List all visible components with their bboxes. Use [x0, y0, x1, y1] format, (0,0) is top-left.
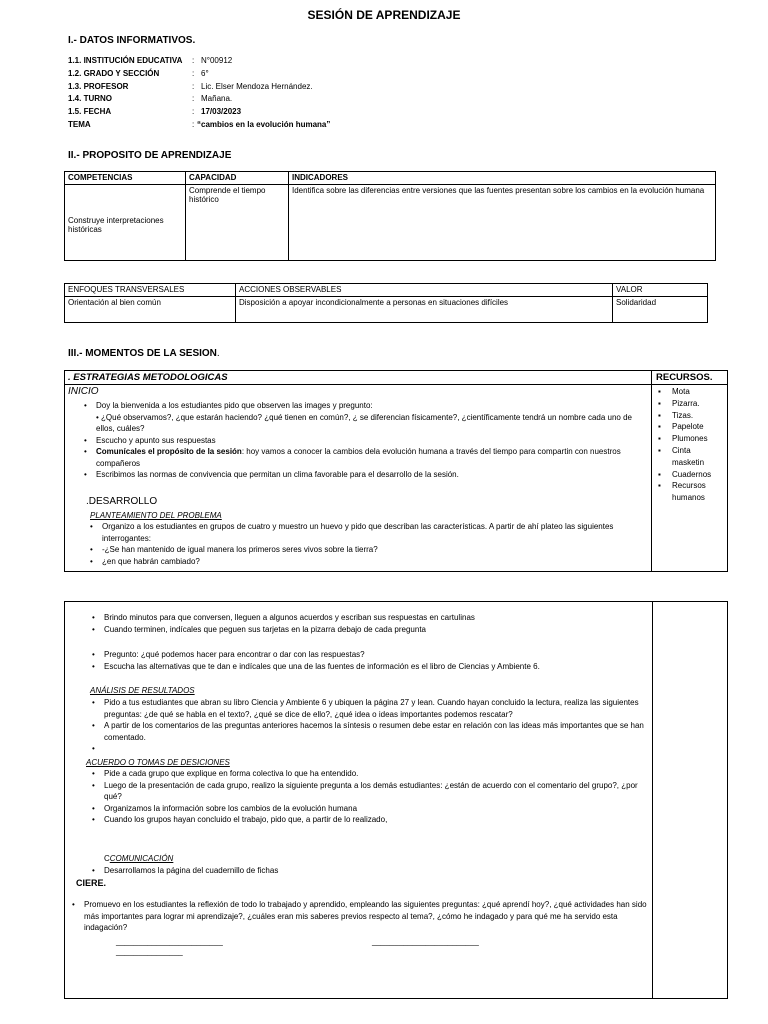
enfoques-table [64, 283, 708, 323]
info-row: 1.5. FECHA : 17/03/2023 [68, 107, 242, 117]
column-divider [651, 370, 652, 571]
info-row: 1.3. PROFESOR : Lic. Elser Mendoza Hernández. [68, 81, 313, 91]
list-item [90, 743, 646, 755]
comunicacion-list [90, 865, 646, 877]
acuerdo-list [90, 768, 646, 826]
recursos-header: RECURSOS. [656, 372, 713, 383]
list-item: • Cuando terminen, indícales que peguen sus tarjetas en la pizarra debajo de cada pregunta [90, 624, 646, 636]
cierre-label: CIERE. [76, 878, 107, 888]
desarrollo-list [90, 612, 646, 635]
col-valor: VALOR [613, 284, 708, 297]
estrategias-header: . ESTRATEGIAS METODOLOGICAS [68, 372, 228, 383]
signature-line-teacher: ________________________ [116, 937, 223, 946]
signature-line-short: _______________ [116, 947, 183, 956]
competencia-cell: Construye interpretaciones históricas [65, 185, 186, 261]
list-item: ▪ Plumones [656, 433, 724, 445]
capacidad-cell: Comprende el tiempo histórico [186, 185, 289, 261]
list-item: • Doy la bienvenida a los estudiantes pido que observen las images y pregunto: [82, 400, 648, 412]
header-divider [64, 384, 727, 385]
list-item: • Cuando los grupos hayan concluido el trabajo, pido que, a partir de lo realizado, [90, 814, 646, 826]
info-row: 1.4. TURNO : Mañana. [68, 94, 233, 104]
column-divider [652, 601, 653, 998]
list-item: ▪ Cuadernos [656, 469, 724, 481]
info-row: 1.1. INSTITUCIÓN EDUCATIVA : N°00912 [68, 56, 233, 65]
list-item: ▪ Papelote [656, 421, 724, 433]
desarrollo-label: .DESARROLLO [86, 496, 158, 507]
enfoque-cell: Orientación al bien común [65, 297, 236, 323]
col-enfoques: ENFOQUES TRANSVERSALES [65, 284, 236, 297]
analisis-label: ANÁLISIS DE RESULTADOS [90, 686, 195, 695]
cierre-list [70, 899, 648, 934]
valor-cell: Solidaridad [613, 297, 708, 323]
list-item: • Pregunto: ¿qué podemos hacer para encontrar o dar con las respuestas? [90, 649, 646, 661]
indicador-cell: Identifica sobre las diferencias entre versiones que las fuentes presentan sobre los cambios en la evolución humana [289, 185, 716, 261]
section-datos-heading: I.- DATOS INFORMATIVOS. [68, 35, 196, 46]
recursos-list [656, 386, 724, 504]
list-item: • Promuevo en los estudiantes la reflexión de todo lo trabajado y aprendido, empleando las siguientes preguntas: ¿qué aprendí hoy?, ¿qué actividades han sido más importantes para lograr mi aprendizaje?, ¿cuáles eran mis saberes previos respecto al tema?, ¿cómo he indagado y para qué me ha servido esta indagación? [70, 899, 648, 934]
info-row: 1.2. GRADO Y SECCIÓN : 6° [68, 68, 209, 78]
list-item: ▪ Pizarra. [656, 398, 724, 410]
list-item: • -¿Se han mantenido de igual manera los primeros seres vivos sobre la tierra? [88, 544, 648, 556]
acciones-cell: Disposición a apoyar incondicionalmente a personas en situaciones difíciles [236, 297, 613, 323]
list-item: ▪ Mota [656, 386, 724, 398]
signature-line-director: ________________________ [372, 937, 479, 946]
list-item: • ¿en que habrán cambiado? [88, 556, 648, 568]
acuerdo-label: ACUERDO O TOMAS DE DESICIONES [86, 758, 230, 767]
list-item: • Desarrollamos la página del cuadernillo de fichas [90, 865, 646, 877]
list-item: ▪ Cinta masketin [656, 445, 724, 469]
page-title: SESIÓN DE APRENDIZAJE [307, 8, 461, 22]
inicio-list [82, 400, 648, 481]
competencias-table [64, 171, 716, 261]
comunicacion-label: CCOMUNICACIÓN [104, 854, 174, 863]
analisis-list [90, 697, 646, 755]
desarrollo-list-b [90, 649, 646, 672]
info-row: TEMA : “cambios en la evolución humana” [68, 120, 331, 129]
planteamiento-label: PLANTEAMIENTO DEL PROBLEMA [90, 511, 222, 520]
list-item: ▪ Tizas. [656, 410, 724, 422]
list-item: • ¿Qué observamos?, ¿que estarán haciendo? ¿qué tienen en común?, ¿ se diferencian físicamente?, ¿científicamente tendrá un nombre cada uno de ellos, cuáles? [96, 412, 633, 433]
col-competencias: COMPETENCIAS [65, 172, 186, 185]
list-item: • Pido a tus estudiantes que abran su libro Ciencia y Ambiente 6 y ubiquen la página 27 y lean. Cuando hayan concluido la lectura, realiza las siguientes preguntas: ¿de qué se habla en el texto?, ¿qué se dice de ello?, ¿qué idea o ideas importantes podemos rescatar? [90, 697, 646, 720]
inicio-label: INICIO [68, 386, 99, 397]
list-item: • Pide a cada grupo que explique en forma colectiva lo que ha entendido. [90, 768, 646, 780]
list-item: • Luego de la presentación de cada grupo, realizo la siguiente pregunta a los demás estudiantes: ¿están de acuerdo con el comentario del grupo?, ¿por qué? [90, 780, 646, 803]
list-item: ▪ Recursos humanos [656, 480, 724, 504]
section-proposito-heading: II.- PROPOSITO DE APRENDIZAJE [68, 150, 232, 161]
list-item: • Escribimos las normas de convivencia que permitan un clima favorable para el desarrollo de la sesión. [82, 469, 648, 481]
list-item: • Escucha las alternativas que te dan e indícales que una de las fuentes de información es el libro de Ciencias y Ambiente 6. [90, 661, 646, 673]
planteamiento-list [88, 521, 648, 567]
col-indicadores: INDICADORES [289, 172, 716, 185]
list-item: • Comunícales el propósito de la sesión: hoy vamos a conocer la cambios dela evolución humana a través del tiempo para compartin con nuestros compañeros [82, 446, 648, 469]
list-item: • Organizamos la información sobre los cambios de la evolución humana [90, 803, 646, 815]
list-item: • Organizo a los estudiantes en grupos de cuatro y muestro un huevo y pido que describan las características. A partir de ahí plateo las siguientes interrogantes: [88, 521, 648, 544]
col-capacidad: CAPACIDAD [186, 172, 289, 185]
list-item: • A partir de los comentarios de las preguntas anteriores hacemos la síntesis o resumen debe estar en relación con las ideas más importantes que se han comentado. [90, 720, 646, 743]
list-item: • Brindo minutos para que conversen, lleguen a algunos acuerdos y escriban sus respuestas en cartulinas [90, 612, 646, 624]
datos-informativos [0, 55, 768, 135]
section-momentos-heading: III.- MOMENTOS DE LA SESION. [68, 348, 220, 359]
col-acciones: ACCIONES OBSERVABLES [236, 284, 613, 297]
list-item: • Escucho y apunto sus respuestas [82, 435, 648, 447]
